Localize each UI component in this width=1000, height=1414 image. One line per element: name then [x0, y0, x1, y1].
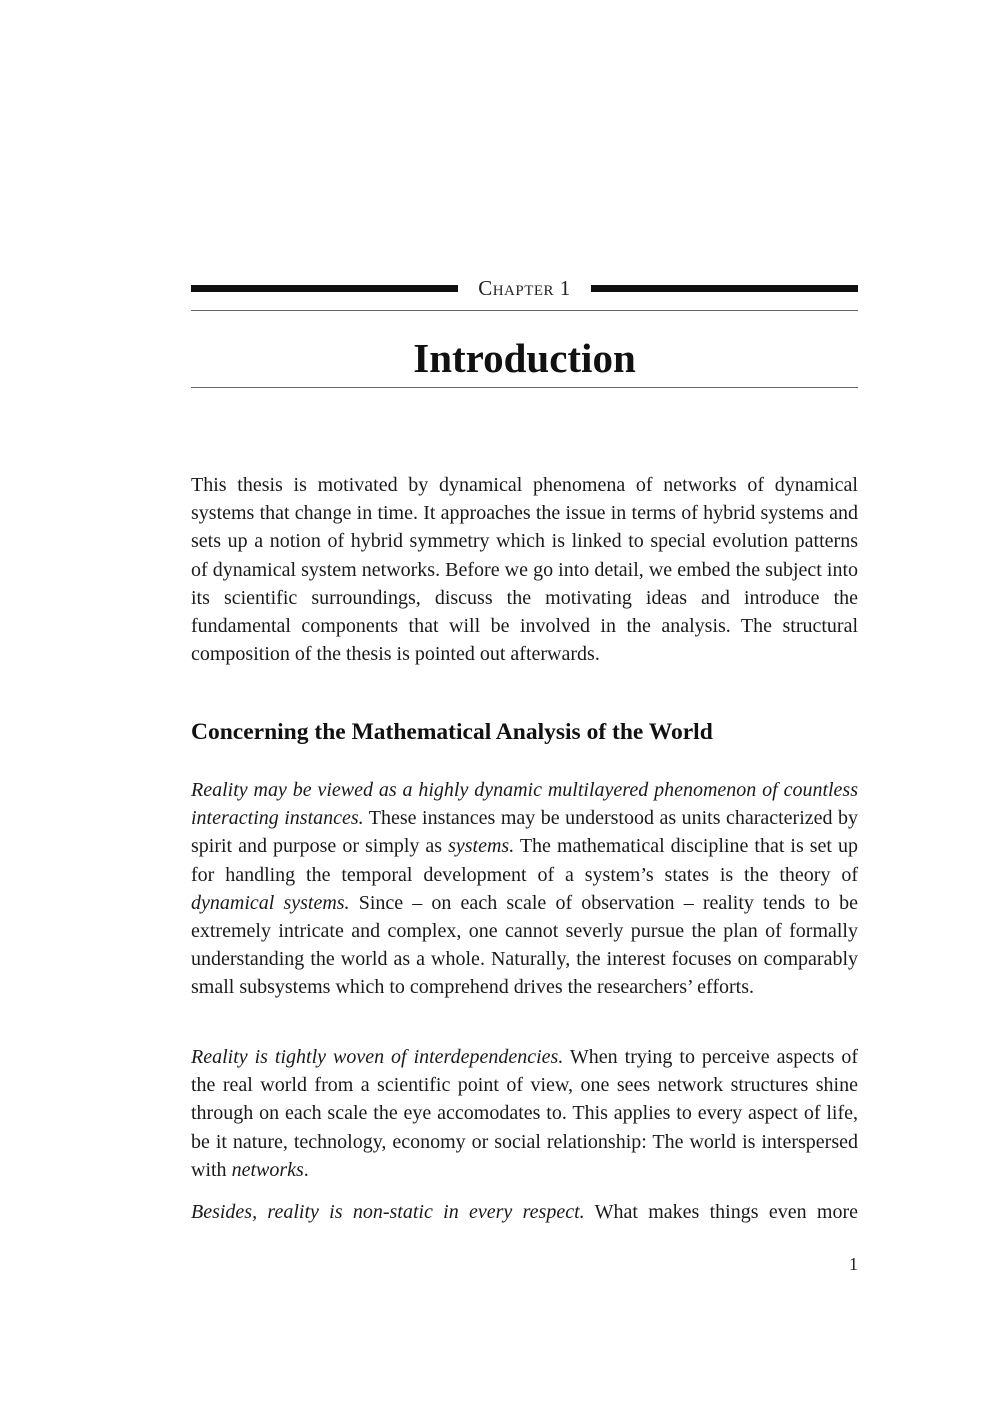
emphasis: Besides, reality is non-static in every respect.: [191, 1201, 585, 1223]
body-paragraph-3: [191, 1198, 858, 1226]
body-paragraph-2: [191, 1043, 858, 1184]
text-run: These instances may be understood as units characterized by spirit and purpose or simply as: [191, 807, 858, 858]
title-rule-top: [191, 310, 858, 311]
chapter-header: [191, 274, 858, 302]
chapter-title: Introduction: [413, 335, 636, 381]
text-run: Since – on each scale of observation – reality tends to be extremely intricate and complex, one cannot severly pursue the plan of formally understanding the world as a whole. Naturally, the interest focuses on comparably small subsystems which to comprehend drives the researchers’ efforts.: [191, 891, 858, 999]
page-number: 1: [849, 1254, 858, 1274]
text-run: .: [303, 1158, 309, 1181]
emphasis: Reality is tightly woven of interdependencies.: [191, 1046, 564, 1068]
text-run: What makes things even more: [584, 1201, 858, 1223]
text-run: When trying to perceive aspects of the real world from a scientific point of view, one sees network structures shine through on each scale the eye accomodates to. This applies to every aspect of life, be it nature, technology, economy or social relationship: The world is interspersed with: [191, 1046, 858, 1181]
emphasis: systems.: [448, 835, 515, 858]
chapter-label: Chapter 1: [478, 275, 571, 300]
emphasis: networks: [231, 1158, 304, 1181]
chapter-bar-right: [591, 285, 858, 292]
document-page: [191, 0, 858, 1414]
body-paragraph-1: [191, 776, 858, 1002]
intro-paragraph: This thesis is motivated by dynamical phenomena of networks of dynamical systems that change in time. It approaches the issue in terms of hybrid systems and sets up a notion of hybrid symmetry which is linked to special evolution patterns of dynamical system networks. Before we go into detail, we embed the subject into its scientific surroundings, discuss the motivating ideas and introduce the fundamental components that will be involved in the analysis. The structural composition of the thesis is pointed out afterwards.: [191, 474, 858, 666]
chapter-bar-left: [191, 285, 458, 292]
emphasis: Reality may be viewed as a highly dynamic multilayered phenomenon of countless interacting instances.: [191, 779, 858, 830]
section-heading: Concerning the Mathematical Analysis of the World: [191, 719, 713, 745]
title-rule-bottom: [191, 387, 858, 388]
emphasis: dynamical systems.: [191, 891, 350, 914]
text-run: The mathematical discipline that is set up for handling the temporal development of a system’s states is the theory of: [191, 835, 858, 886]
